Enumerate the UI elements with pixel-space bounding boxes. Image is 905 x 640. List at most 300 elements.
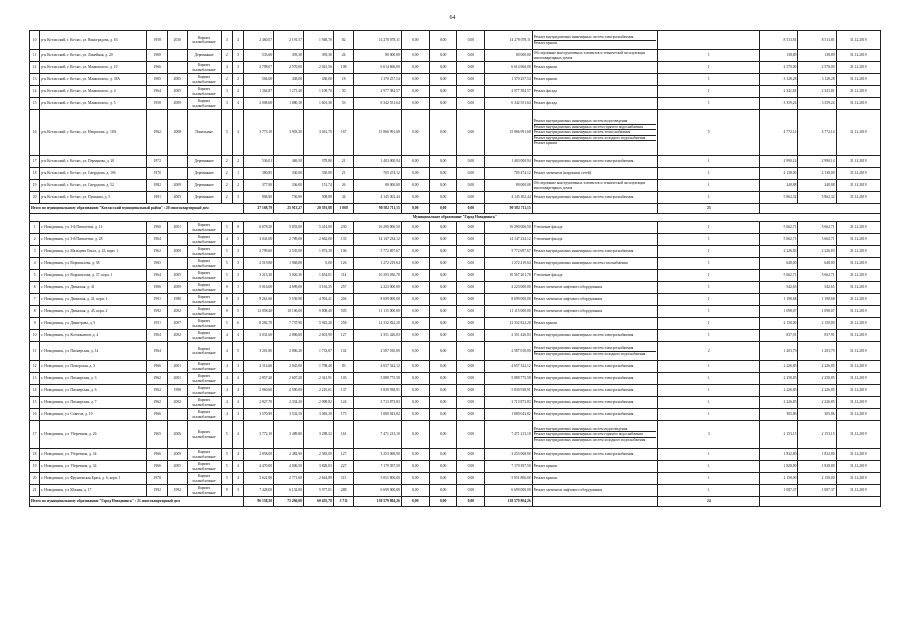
max-unit-cost: 5 862,32 — [798, 192, 836, 204]
completion-date: 31.12.2019 — [836, 342, 880, 361]
repair-year: 2005 — [168, 270, 188, 282]
owners-cost: 16 290 006,50 — [485, 222, 532, 234]
max-unit-cost: 1 832,80 — [798, 449, 836, 461]
work-item: Ремонт крыши — [533, 321, 557, 326]
address: г. Новодвинск, ул. 3-й Пятилетки, д. 14 — [40, 222, 147, 234]
table-row — [30, 318, 881, 330]
work-item: Ремонт элементов лифтового оборудования — [533, 309, 603, 314]
wall-material: Деревянные — [187, 50, 221, 62]
max-unit-cost: 2 158,00 — [798, 473, 836, 485]
total-cost: 3 713 873,83 — [354, 397, 401, 409]
address: г. Новодвинск, ул. Пионерская, д. 3 — [40, 373, 147, 385]
completion-date: 31.12.2019 — [836, 361, 880, 373]
build-year: 1981 — [147, 192, 168, 204]
region-cost: 0,00 — [429, 282, 457, 294]
repair-year — [168, 156, 188, 168]
work-types — [532, 294, 658, 306]
region-cost: 0,00 — [429, 246, 457, 258]
entrances: 4 — [232, 397, 243, 409]
residents: 505 — [333, 306, 354, 318]
private-area: 2 041,56 — [303, 62, 333, 74]
residents: 83 — [333, 361, 354, 373]
region-cost: 0,00 — [429, 156, 457, 168]
build-year: 1992 — [147, 485, 168, 497]
residential-area: 4 006,50 — [274, 461, 304, 473]
build-year: 1972 — [147, 156, 168, 168]
max-unit-cost: 2 990,14 — [798, 156, 836, 168]
private-area: 1 798,40 — [303, 361, 333, 373]
work-item: Ремонт элементов (наружных сетей) — [533, 171, 591, 176]
build-year: 1962 — [147, 373, 168, 385]
work-count: 1 — [658, 473, 760, 485]
row-number: 16 — [30, 110, 40, 156]
address: р-н Котласский, г. Котлас, ул. Маяковского, д. 10 — [40, 62, 147, 74]
municipal-cost: 0,00 — [457, 485, 485, 497]
address: р-н Котласский, г. Котлас, ул. Маяковского, д. 4 — [40, 86, 147, 98]
floors: 2 — [221, 168, 232, 180]
row-number: 12 — [30, 62, 40, 74]
owners-cost: 4 145 302,44 — [485, 192, 532, 204]
wall-material: Кирпич шлакоблочные — [187, 306, 221, 318]
work-item: Ремонт внутридомовых инженерных систем холодного водоснабжения — [534, 135, 657, 140]
address: г. Новодвинск, ул. Поморская, д. 3 — [40, 361, 147, 373]
residential-area: 2 590,00 — [274, 385, 304, 397]
entrances: 3 — [232, 270, 243, 282]
completion-date: 31.12.2019 — [836, 234, 880, 246]
entrances: 5 — [232, 306, 243, 318]
owners-cost: 2 223 000,00 — [485, 282, 532, 294]
subtotal-sum: 90 582 711,15 — [354, 204, 401, 214]
municipal-cost: 0,00 — [457, 449, 485, 461]
region-cost: 0,00 — [429, 385, 457, 397]
owners-cost: 2 977 384,57 — [485, 86, 532, 98]
total-cost: 5 888 775,58 — [354, 373, 401, 385]
work-count: 1 — [658, 180, 760, 192]
wall-material: Кирпич шлакоблочные — [187, 74, 221, 86]
fund-cost: 0,00 — [401, 342, 429, 361]
floors: 2 — [221, 192, 232, 204]
completion-date: 31.12.2019 — [836, 473, 880, 485]
unit-cost: 1 828,80 — [760, 461, 798, 473]
work-count: 1 — [658, 373, 760, 385]
owners-cost: 80 000,00 — [485, 180, 532, 192]
unit-cost: 5 662,71 — [760, 234, 798, 246]
table-row — [30, 473, 881, 485]
table-row — [30, 192, 881, 204]
region-cost: 0,00 — [429, 373, 457, 385]
row-number: 12 — [30, 361, 40, 373]
subtotal-work-count: 25 — [658, 204, 760, 214]
unit-cost: 1 203,79 — [760, 342, 798, 361]
repair-year — [168, 409, 188, 421]
region-cost: 0,00 — [429, 74, 457, 86]
entrances: 4 — [232, 473, 243, 485]
address: р-н Котласский, г. Котлас, ул. Маяковского, д. 5 — [40, 98, 147, 110]
total-area: 7 428,00 — [244, 485, 274, 497]
region-cost: 0,00 — [429, 86, 457, 98]
address: р-н Котласский, г. Котлас, ул. Маяковского, д. 38А — [40, 74, 147, 86]
max-unit-cost: 1 087,37 — [798, 485, 836, 497]
floors: 4 — [221, 361, 232, 373]
work-count: 2 — [658, 342, 760, 361]
wall-material: Кирпич шлакоблочные — [187, 246, 221, 258]
completion-date: 31.12.2019 — [836, 318, 880, 330]
fund-cost: 0,00 — [401, 258, 429, 270]
repair-year: 2005 — [168, 461, 188, 473]
subtotal-empty — [760, 497, 881, 507]
wall-material: Деревянные — [187, 156, 221, 168]
unit-cost: 2 570,00 — [760, 62, 798, 74]
total-area: 2 799,60 — [244, 246, 274, 258]
build-year: 1986 — [147, 282, 168, 294]
row-number: 5 — [30, 270, 40, 282]
wall-material: Панельные — [187, 110, 221, 156]
total-cost: 8 699 000,00 — [354, 294, 401, 306]
fund-cost: 0,00 — [401, 110, 429, 156]
work-item: Утепление фасада — [533, 225, 563, 230]
residential-area: 736,90 — [274, 192, 304, 204]
entrances: 3 — [232, 246, 243, 258]
residents: 53 — [333, 98, 354, 110]
build-year: 1966 — [147, 361, 168, 373]
entrances: 3 — [232, 62, 243, 74]
entrances: 2 — [232, 86, 243, 98]
completion-date: 31.12.2019 — [836, 485, 880, 497]
municipal-cost: 0,00 — [457, 473, 485, 485]
work-count: 1 — [658, 306, 760, 318]
completion-date: 31.12.2019 — [836, 168, 880, 180]
fund-cost: 0,00 — [401, 98, 429, 110]
work-item: Ремонт внутридомовых инженерных систем горячего водоснабжения — [534, 431, 657, 436]
floors: 4 — [221, 409, 232, 421]
work-types — [532, 50, 658, 62]
subtotal-a1: 27 168,79 — [244, 204, 274, 214]
residential-area: 336,00 — [274, 180, 304, 192]
fund-cost: 0,00 — [401, 31, 429, 50]
total-area: 533,60 — [244, 50, 274, 62]
total-cost: 3 253 068,90 — [354, 449, 401, 461]
work-types — [532, 373, 658, 385]
floors: 2 — [221, 50, 232, 62]
subtotal-works — [532, 204, 658, 214]
work-count: 1 — [658, 62, 760, 74]
repair-year — [168, 234, 188, 246]
residents: 24 — [333, 50, 354, 62]
completion-date: 31.12.2019 — [836, 246, 880, 258]
subtotal-z1: 0,00 — [401, 497, 429, 507]
total-cost: 10 293 036,78 — [354, 270, 401, 282]
repair-year: 2010 — [168, 31, 188, 50]
entrances: 3 — [232, 485, 243, 497]
residents: 133 — [333, 234, 354, 246]
private-area: 2 662,00 — [303, 234, 333, 246]
entrances: 3 — [232, 409, 243, 421]
wall-material: Кирпич шлакоблочные — [187, 409, 221, 421]
build-year: 1966 — [147, 409, 168, 421]
owners-cost: 14 147 234,12 — [485, 234, 532, 246]
private-area: 0,00 — [303, 258, 333, 270]
work-item: Ремонт крыши — [533, 65, 557, 70]
work-item: Ремонт внутридомовых инженерных систем электроснабжения — [533, 159, 634, 164]
work-types — [532, 62, 658, 74]
repair-year — [168, 473, 188, 485]
residential-area: 3 903,30 — [274, 110, 304, 156]
table-row — [30, 50, 881, 62]
row-number: 9 — [30, 318, 40, 330]
owners-cost: 5 888 775,58 — [485, 373, 532, 385]
private-area: 2 383,09 — [303, 449, 333, 461]
entrances: 6 — [232, 318, 243, 330]
residential-area: 2 806,60 — [274, 330, 304, 342]
max-unit-cost: 1 203,79 — [798, 342, 836, 361]
address: г. Новодвинск, ул. Южная, д. 17 — [40, 485, 147, 497]
table-row — [30, 449, 881, 461]
total-cost: 5 051 806,00 — [354, 473, 401, 485]
private-area: 1 601,30 — [303, 98, 333, 110]
entrances: 4 — [232, 31, 243, 50]
address: г. Новодвинск, ул. Двинская, д. 45, корп. 2 — [40, 306, 147, 318]
unit-cost: 5 662,71 — [760, 222, 798, 234]
entrances: 1 — [232, 282, 243, 294]
subtotal-row — [30, 204, 881, 214]
work-types — [532, 86, 658, 98]
total-area: 2 798,07 — [244, 62, 274, 74]
fund-cost: 0,00 — [401, 180, 429, 192]
total-cost: 6 699 000,00 — [354, 485, 401, 497]
build-year: 1958 — [147, 98, 168, 110]
residents: 126 — [333, 258, 354, 270]
total-cost: 6 342 551,64 — [354, 98, 401, 110]
max-unit-cost: 138,89 — [798, 50, 836, 62]
municipal-cost: 0,00 — [457, 318, 485, 330]
table-row — [30, 98, 881, 110]
max-unit-cost: 4 772,14 — [798, 110, 836, 156]
unit-cost: 542,65 — [760, 282, 798, 294]
work-item: Ремонт внутридомовых инженерных систем электроснабжения — [533, 412, 634, 417]
residents: 18 — [333, 74, 354, 86]
row-number: 11 — [30, 342, 40, 361]
completion-date: 31.12.2019 — [836, 62, 880, 74]
fund-cost: 0,00 — [401, 246, 429, 258]
entrances: 4 — [232, 330, 243, 342]
total-cost: 7 471 213,10 — [354, 421, 401, 449]
section-header — [30, 214, 881, 222]
entrances: 4 — [232, 421, 243, 449]
residents: 258 — [333, 318, 354, 330]
completion-date: 31.12.2019 — [836, 156, 880, 168]
work-item: Ремонт фасада — [533, 89, 557, 94]
work-item: Утепление фасада — [533, 237, 563, 242]
work-types — [532, 282, 658, 294]
max-unit-cost: 2 226,85 — [798, 397, 836, 409]
private-area: 1 874,30 — [303, 246, 333, 258]
total-area: 2 460,07 — [244, 31, 274, 50]
max-unit-cost: 3 359,24 — [798, 98, 836, 110]
total-area: 6 078,50 — [244, 222, 274, 234]
floors: 2 — [221, 74, 232, 86]
owners-cost: 3 253 068,90 — [485, 449, 532, 461]
residential-area: 330,00 — [274, 168, 304, 180]
residential-area: 3 489,80 — [274, 421, 304, 449]
municipal-cost: 0,00 — [457, 246, 485, 258]
max-unit-cost: 8 513,81 — [798, 31, 836, 50]
residents: 137 — [333, 385, 354, 397]
total-cost: 11 115 000,00 — [354, 306, 401, 318]
fund-cost: 0,00 — [401, 461, 429, 473]
residents: 82 — [333, 31, 354, 50]
max-unit-cost: 1 198,68 — [798, 294, 836, 306]
wall-material: Кирпич шлакоблочные — [187, 485, 221, 497]
work-count: 1 — [658, 74, 760, 86]
table-row — [30, 270, 881, 282]
residents: 114 — [333, 270, 354, 282]
subtotal-own: 138 579 804,26 — [485, 497, 532, 507]
build-year: 1964 — [147, 86, 168, 98]
residents: 105 — [333, 373, 354, 385]
completion-date: 31.12.2019 — [836, 282, 880, 294]
fund-cost: 0,00 — [401, 385, 429, 397]
completion-date: 31.12.2019 — [836, 86, 880, 98]
municipal-cost: 0,00 — [457, 74, 485, 86]
subtotal-row — [30, 497, 881, 507]
wall-material: Кирпич шлакоблочные — [187, 449, 221, 461]
floors: 5 — [221, 473, 232, 485]
subtotal-z3: 0,00 — [457, 204, 485, 214]
fund-cost: 0,00 — [401, 330, 429, 342]
owners-cost: 10 567 201,78 — [485, 270, 532, 282]
fund-cost: 0,00 — [401, 449, 429, 461]
capital-repair-table — [29, 30, 881, 507]
build-year: 1965 — [147, 258, 168, 270]
repair-year: 1990 — [168, 294, 188, 306]
repair-year: 2009 — [168, 180, 188, 192]
residents: 257 — [333, 282, 354, 294]
unit-cost: 4 772,14 — [760, 110, 798, 156]
total-cost: 4 145 302,44 — [354, 192, 401, 204]
region-cost: 0,00 — [429, 234, 457, 246]
owners-cost: 7 179 397,50 — [485, 461, 532, 473]
work-item: Ремонт внутридомовых инженерных систем электроснабжения — [533, 452, 634, 457]
max-unit-cost: 1 098,07 — [798, 306, 836, 318]
floors: 9 — [221, 294, 232, 306]
floors: 4 — [221, 342, 232, 361]
residential-area: 393,30 — [274, 50, 304, 62]
fund-cost: 0,00 — [401, 421, 429, 449]
owners-cost: 5 772 697,67 — [485, 246, 532, 258]
build-year: 1962 — [147, 110, 168, 156]
residential-area: 2 482,90 — [274, 449, 304, 461]
wall-material: Кирпич шлакоблочные — [187, 342, 221, 361]
table-row — [30, 342, 881, 361]
table-row — [30, 294, 881, 306]
residential-area: 4 699,00 — [274, 282, 304, 294]
max-unit-cost: 2 226,85 — [798, 385, 836, 397]
work-types — [532, 385, 658, 397]
region-cost: 0,00 — [429, 461, 457, 473]
build-year: 1966 — [147, 449, 168, 461]
residents: 106 — [333, 246, 354, 258]
row-number: 3 — [30, 246, 40, 258]
entrances: 4 — [232, 449, 243, 461]
row-number: 1 — [30, 222, 40, 234]
completion-date: 31.12.2019 — [836, 110, 880, 156]
repair-year — [168, 62, 188, 74]
residents: 127 — [333, 449, 354, 461]
owners-cost: 15 866 991,68 — [485, 110, 532, 156]
row-number: 17 — [30, 421, 40, 449]
address: г. Новодвинск, ул. Космонавтов, д. 4 — [40, 330, 147, 342]
work-item: Ремонт внутридомовых инженерных систем газоснабжения — [533, 261, 628, 266]
max-unit-cost: 240,88 — [798, 180, 836, 192]
row-number: 19 — [30, 461, 40, 473]
row-number: 17 — [30, 156, 40, 168]
subtotal-z2: 0,00 — [429, 204, 457, 214]
private-area: 5 945,20 — [303, 318, 333, 330]
unit-cost: 2 226,85 — [760, 397, 798, 409]
table-row — [30, 246, 881, 258]
work-types — [532, 461, 658, 473]
table-row — [30, 234, 881, 246]
region-cost: 0,00 — [429, 258, 457, 270]
work-item: Ремонт внутридомовых инженерных систем электроснабжения — [533, 346, 634, 351]
work-item: Ремонт внутридомовых инженерных систем электроснабжения — [533, 333, 634, 338]
owners-cost: 6 342 551,64 — [485, 98, 532, 110]
subtotal-z2: 0,00 — [429, 497, 457, 507]
subtotal-label: Итого по муниципальному образованию "Город Новодвинск" : 21 многоквартирный дом — [30, 497, 244, 507]
repair-year — [168, 168, 188, 180]
entrances: 8 — [232, 222, 243, 234]
address: р-н Котласский, г. Котлас, ул. Пермякова, д. 20 — [40, 156, 147, 168]
work-item: Обследование конструктивных элементов и технической эксплуатации многоквартирных домов — [533, 181, 646, 190]
row-number: 16 — [30, 409, 40, 421]
owners-cost: 2 587 010,00 — [485, 342, 532, 361]
municipal-cost: 0,00 — [457, 192, 485, 204]
address: г. Новодвинск, ул. 3-й Пятилетки, д. 28 — [40, 234, 147, 246]
table-row — [30, 409, 881, 421]
residential-area: 7 737,90 — [274, 318, 304, 330]
unit-cost: 2 226,85 — [760, 361, 798, 373]
private-area: 1 109,70 — [303, 86, 333, 98]
unit-cost: 2 226,83 — [760, 246, 798, 258]
table-row — [30, 385, 881, 397]
unit-cost: 2 258,85 — [760, 373, 798, 385]
total-cost: 2 977 384,57 — [354, 86, 401, 98]
total-cost: 2 223 000,00 — [354, 282, 401, 294]
work-types — [532, 397, 658, 409]
region-cost: 0,00 — [429, 168, 457, 180]
address: г. Новодвинск, ул. Уборевича, д. 34 — [40, 461, 147, 473]
unit-cost: 2 341,81 — [760, 86, 798, 98]
completion-date: 31.12.2019 — [836, 31, 880, 50]
table-row — [30, 485, 881, 497]
unit-cost: 2 150,00 — [760, 318, 798, 330]
work-types — [532, 409, 658, 421]
work-item: Ремонт внутридомовых инженерных систем электроснабжения — [533, 376, 634, 381]
residents: 115 — [333, 473, 354, 485]
work-types — [532, 485, 658, 497]
work-types — [532, 449, 658, 461]
wall-material: Деревянные — [187, 192, 221, 204]
municipal-cost: 0,00 — [457, 31, 485, 50]
work-count: 1 — [658, 270, 760, 282]
table-row — [30, 110, 881, 156]
table-row — [30, 62, 881, 74]
residents: 204 — [333, 294, 354, 306]
work-count: 1 — [658, 86, 760, 98]
row-number: 11 — [30, 50, 40, 62]
work-types — [532, 156, 658, 168]
owners-cost: 5 830 938,91 — [485, 385, 532, 397]
